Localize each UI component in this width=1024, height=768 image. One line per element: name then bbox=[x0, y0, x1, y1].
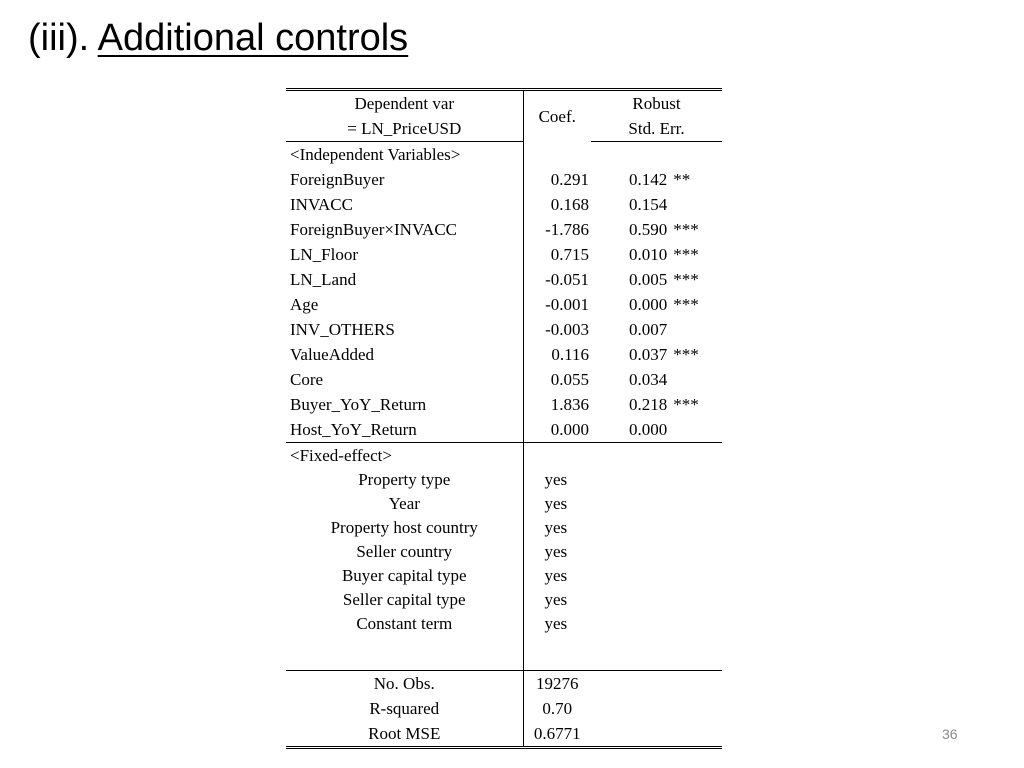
spacer-row bbox=[286, 636, 722, 671]
coef-value: 0.715 bbox=[523, 242, 591, 267]
coef-value: 0.291 bbox=[523, 167, 591, 192]
header-row-1 bbox=[286, 90, 722, 117]
stat-name: R-squared bbox=[369, 699, 440, 718]
fixed-effect-value: yes bbox=[523, 516, 591, 540]
coef-value: -0.051 bbox=[523, 267, 591, 292]
empty-cell bbox=[591, 696, 722, 721]
coefficient-row bbox=[286, 317, 722, 342]
empty-cell bbox=[523, 443, 591, 469]
std-err-value: 0.007 bbox=[629, 320, 668, 339]
significance-stars: *** bbox=[673, 220, 699, 239]
fixed-effect-value: yes bbox=[523, 564, 591, 588]
coef-value: -0.001 bbox=[523, 292, 591, 317]
std-err-cell bbox=[591, 167, 722, 192]
stat-row bbox=[286, 671, 722, 697]
header-std-err: Std. Err. bbox=[591, 116, 722, 142]
std-err-value: 0.590 bbox=[629, 220, 668, 239]
coef-value: 0.000 bbox=[523, 417, 591, 443]
variable-name: Age bbox=[290, 295, 319, 314]
header-row-2 bbox=[286, 116, 722, 142]
coef-value: 0.055 bbox=[523, 367, 591, 392]
significance-stars: *** bbox=[673, 245, 699, 264]
coefficient-row bbox=[286, 242, 722, 267]
fixed-effect-row bbox=[286, 612, 722, 636]
variable-name: ForeignBuyer×INVACC bbox=[290, 220, 457, 239]
empty-cell bbox=[591, 468, 722, 492]
empty-cell bbox=[591, 492, 722, 516]
std-err-cell bbox=[591, 292, 722, 317]
title-prefix: (iii). bbox=[28, 17, 90, 59]
coefficient-row bbox=[286, 167, 722, 192]
empty-cell bbox=[591, 588, 722, 612]
std-err-cell bbox=[591, 217, 722, 242]
significance-stars: *** bbox=[673, 395, 699, 414]
std-err-cell bbox=[591, 317, 722, 342]
coefficient-row bbox=[286, 367, 722, 392]
empty-cell bbox=[591, 516, 722, 540]
variable-name: INVACC bbox=[290, 195, 353, 214]
fixed-effect-label: <Fixed-effect> bbox=[290, 446, 392, 465]
fixed-effect-row bbox=[286, 468, 722, 492]
coef-value: -1.786 bbox=[523, 217, 591, 242]
regression-table bbox=[286, 88, 722, 749]
significance-stars: *** bbox=[673, 345, 699, 364]
header-coef: Coef. bbox=[523, 90, 591, 142]
std-err-cell bbox=[591, 392, 722, 417]
empty-cell bbox=[591, 612, 722, 636]
coef-value: 1.836 bbox=[523, 392, 591, 417]
std-err-value: 0.005 bbox=[629, 270, 668, 289]
empty-cell bbox=[591, 564, 722, 588]
coefficient-row bbox=[286, 267, 722, 292]
std-err-value: 0.154 bbox=[629, 195, 668, 214]
coefficient-row bbox=[286, 192, 722, 217]
std-err-cell bbox=[591, 417, 722, 443]
std-err-value: 0.000 bbox=[629, 295, 668, 314]
empty-cell bbox=[591, 540, 722, 564]
fixed-effect-row bbox=[286, 516, 722, 540]
fixed-effect-row bbox=[286, 588, 722, 612]
fixed-effect-name: Year bbox=[388, 494, 420, 513]
variable-name: ForeignBuyer bbox=[290, 170, 385, 189]
significance-stars: ** bbox=[673, 170, 691, 189]
fixed-effect-name: Seller capital type bbox=[342, 590, 466, 609]
fixed-effect-row bbox=[286, 540, 722, 564]
fixed-effect-row bbox=[286, 492, 722, 516]
stat-value: 0.6771 bbox=[523, 721, 591, 748]
std-err-value: 0.142 bbox=[629, 170, 668, 189]
fixed-effect-name: Property type bbox=[358, 470, 451, 489]
stat-value: 0.70 bbox=[523, 696, 591, 721]
header-dependent-name: = LN_PriceUSD bbox=[286, 116, 523, 142]
fixed-effect-name: Buyer capital type bbox=[341, 566, 467, 585]
page-number: 36 bbox=[942, 726, 958, 742]
fixed-effect-value: yes bbox=[523, 468, 591, 492]
std-err-value: 0.218 bbox=[629, 395, 668, 414]
std-err-value: 0.037 bbox=[629, 345, 668, 364]
variable-name: LN_Floor bbox=[290, 245, 358, 264]
fixed-effect-value: yes bbox=[523, 540, 591, 564]
fixed-effect-name: Seller country bbox=[356, 542, 453, 561]
stat-row bbox=[286, 721, 722, 748]
coef-value: 0.168 bbox=[523, 192, 591, 217]
std-err-cell bbox=[591, 267, 722, 292]
variable-name: Core bbox=[290, 370, 324, 389]
coefficient-row bbox=[286, 217, 722, 242]
variable-name: ValueAdded bbox=[290, 345, 375, 364]
coef-value: 0.116 bbox=[523, 342, 591, 367]
slide-title bbox=[28, 12, 408, 64]
fixed-effect-value: yes bbox=[523, 492, 591, 516]
std-err-value: 0.000 bbox=[629, 420, 668, 439]
stat-name: No. Obs. bbox=[373, 674, 435, 693]
fixed-effect-name: Constant term bbox=[356, 614, 453, 633]
fixed-effect-row bbox=[286, 564, 722, 588]
coefficient-row bbox=[286, 417, 722, 443]
coef-value: -0.003 bbox=[523, 317, 591, 342]
empty-cell bbox=[591, 671, 722, 697]
header-dependent-var: Dependent var bbox=[286, 90, 523, 117]
fixed-effect-value: yes bbox=[523, 588, 591, 612]
coefficient-row bbox=[286, 342, 722, 367]
independent-section-row bbox=[286, 142, 722, 168]
header-robust: Robust bbox=[591, 90, 722, 117]
stat-name: Root MSE bbox=[286, 721, 523, 748]
significance-stars: *** bbox=[673, 270, 699, 289]
fixed-effect-name: Property host country bbox=[330, 518, 478, 537]
stat-value: 19276 bbox=[523, 671, 591, 697]
empty-cell bbox=[591, 721, 722, 748]
significance-stars: *** bbox=[673, 295, 699, 314]
independent-variables-label: <Independent Variables> bbox=[290, 145, 461, 164]
fixed-effect-section-row bbox=[286, 443, 722, 469]
std-err-cell bbox=[591, 192, 722, 217]
empty-cell bbox=[286, 636, 523, 671]
regression-table-body bbox=[286, 90, 722, 748]
std-err-cell bbox=[591, 242, 722, 267]
variable-name: LN_Land bbox=[290, 270, 357, 289]
std-err-cell bbox=[591, 367, 722, 392]
variable-name: INV_OTHERS bbox=[290, 320, 395, 339]
title-main: Additional controls bbox=[97, 17, 409, 59]
std-err-value: 0.010 bbox=[629, 245, 668, 264]
variable-name: Buyer_YoY_Return bbox=[290, 395, 427, 414]
variable-name: Host_YoY_Return bbox=[286, 417, 523, 443]
stat-row bbox=[286, 696, 722, 721]
std-err-value: 0.034 bbox=[629, 370, 668, 389]
coefficient-row bbox=[286, 292, 722, 317]
empty-cell bbox=[591, 443, 722, 469]
coefficient-row bbox=[286, 392, 722, 417]
std-err-cell bbox=[591, 342, 722, 367]
empty-cell bbox=[591, 636, 722, 671]
empty-cell bbox=[523, 636, 591, 671]
fixed-effect-value: yes bbox=[523, 612, 591, 636]
